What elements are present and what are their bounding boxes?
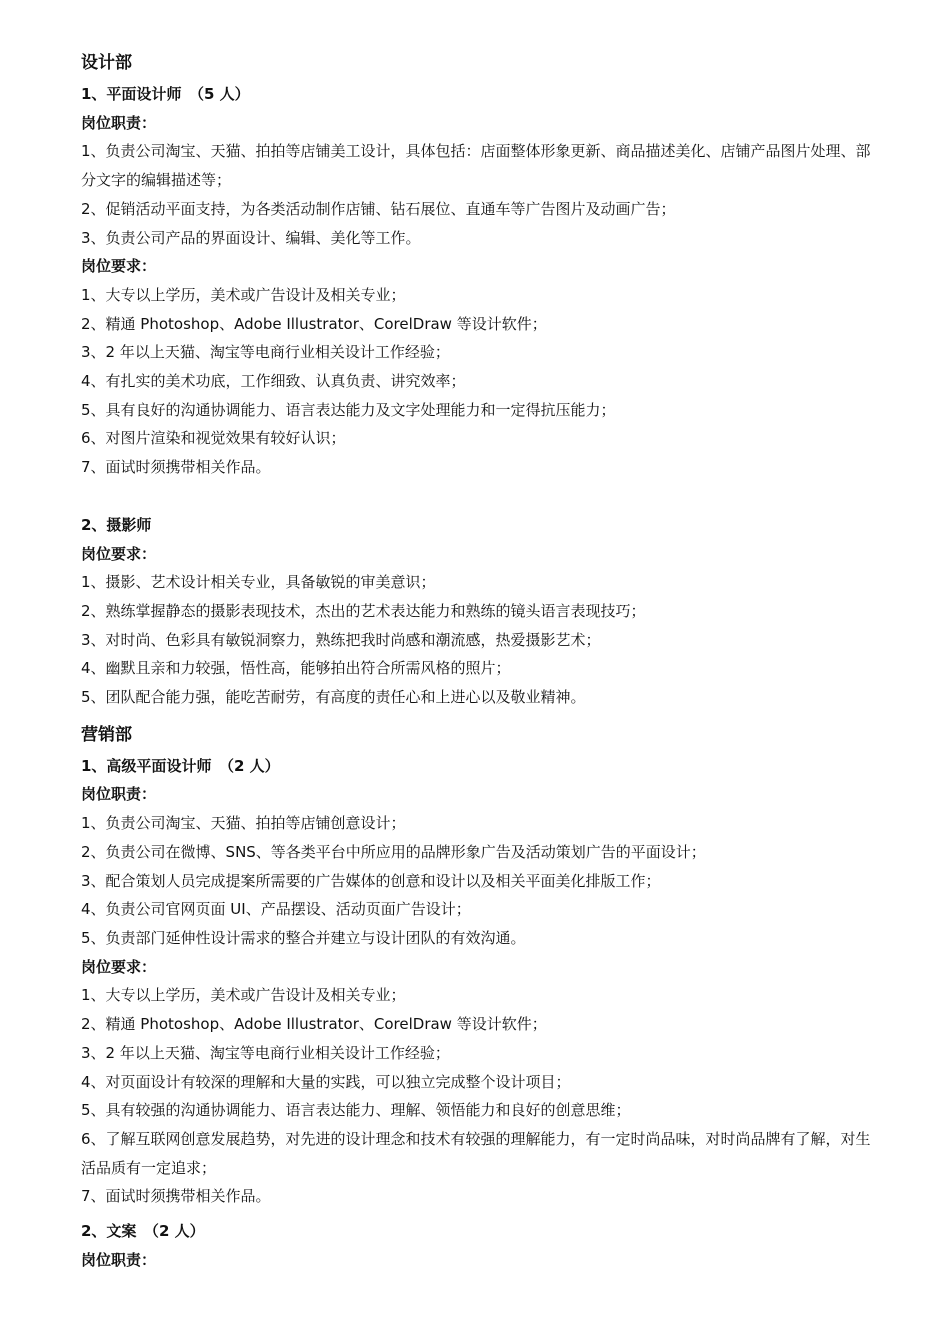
copywriter-title: 2、文案 （2 人） [81,1222,205,1241]
list-item: 2、负责公司在微博、SNS、等各类平台中所应用的品牌形象广告及活动策划广告的平面设计； [81,842,706,861]
list-item: 1、大专以上学历，美术或广告设计及相关专业； [81,285,406,304]
copywriter-duties-label: 岗位职责： [81,1250,157,1269]
spacer [81,482,881,511]
list-item: 3、2 年以上天猫、淘宝等电商行业相关设计工作经验； [81,1043,450,1062]
list-item: 7、面试时须携带相关作品。 [81,1187,271,1206]
list-item: 3、2 年以上天猫、淘宝等电商行业相关设计工作经验； [81,343,450,362]
list-item: 4、有扎实的美术功底，工作细致、认真负责、讲究效率； [81,372,466,391]
photographer-title: 2、摄影师 [81,515,152,534]
list-item: 6、了解互联网创意发展趋势，对先进的设计理念和技术有较强的理解能力，有一定时尚品味，对时尚品牌有了解，对生活品质有一定追求； [81,1129,871,1177]
list-item: 3、对时尚、色彩具有敏锐洞察力，熟练把我时尚感和潮流感，热爱摄影艺术； [81,630,601,649]
list-item: 2、促销活动平面支持，为各类活动制作店铺、钻石展位、直通车等广告图片及动画广告； [81,199,676,218]
senior-designer-duties-label: 岗位职责： [81,785,157,804]
graphic-designer-duties-label: 岗位职责： [81,113,157,132]
list-item: 4、幽默且亲和力较强，悟性高，能够拍出符合所需风格的照片； [81,659,511,678]
list-item: 1、大专以上学历，美术或广告设计及相关专业； [81,986,406,1005]
list-item: 2、精通 Photoshop、Adobe Illustrator、CorelDraw 等设计软件； [81,1015,547,1034]
list-item: 3、负责公司产品的界面设计、编辑、美化等工作。 [81,228,421,247]
list-item: 4、负责公司官网页面 UI、产品摆设、活动页面广告设计； [81,900,471,919]
list-item: 5、团队配合能力强，能吃苦耐劳，有高度的责任心和上进心以及敬业精神。 [81,688,586,707]
graphic-designer-title: 1、平面设计师 （5 人） [81,85,250,103]
list-item: 4、对页面设计有较深的理解和大量的实践，可以独立完成整个设计项目； [81,1072,571,1091]
list-item: 5、具有良好的沟通协调能力、语言表达能力及文字处理能力和一定得抗压能力； [81,400,616,419]
graphic-designer-reqs-label: 岗位要求： [81,257,157,276]
list-item: 2、精通 Photoshop、Adobe Illustrator、CorelDraw 等设计软件； [81,314,547,333]
list-item: 3、配合策划人员完成提案所需要的广告媒体的创意和设计以及相关平面美化排版工作； [81,871,661,890]
list-item: 1、摄影、艺术设计相关专业，具备敏锐的审美意识； [81,573,436,592]
list-item: 7、面试时须携带相关作品。 [81,458,271,477]
document-page [81,46,881,1274]
list-item: 1、负责公司淘宝、天猫、拍拍等店铺创意设计； [81,814,406,833]
list-item: 2、熟练掌握静态的摄影表现技术，杰出的艺术表达能力和熟练的镜头语言表现技巧； [81,601,646,620]
design-dept-heading: 设计部 [81,53,132,73]
senior-designer-title: 1、高级平面设计师 （2 人） [81,756,280,775]
list-item: 5、具有较强的沟通协调能力、语言表达能力、理解、领悟能力和良好的创意思维； [81,1101,631,1120]
photographer-reqs-label: 岗位要求： [81,544,157,563]
list-item: 1、负责公司淘宝、天猫、拍拍等店铺美工设计，具体包括：店面整体形象更新、商品描述美化、店铺产品图片处理、部分文字的编辑描述等； [81,142,871,190]
marketing-dept-heading: 营销部 [81,724,132,745]
list-item: 5、负责部门延伸性设计需求的整合并建立与设计团队的有效沟通。 [81,928,526,947]
list-item: 6、对图片渲染和视觉效果有较好认识； [81,429,346,448]
senior-designer-reqs-label: 岗位要求： [81,957,157,976]
